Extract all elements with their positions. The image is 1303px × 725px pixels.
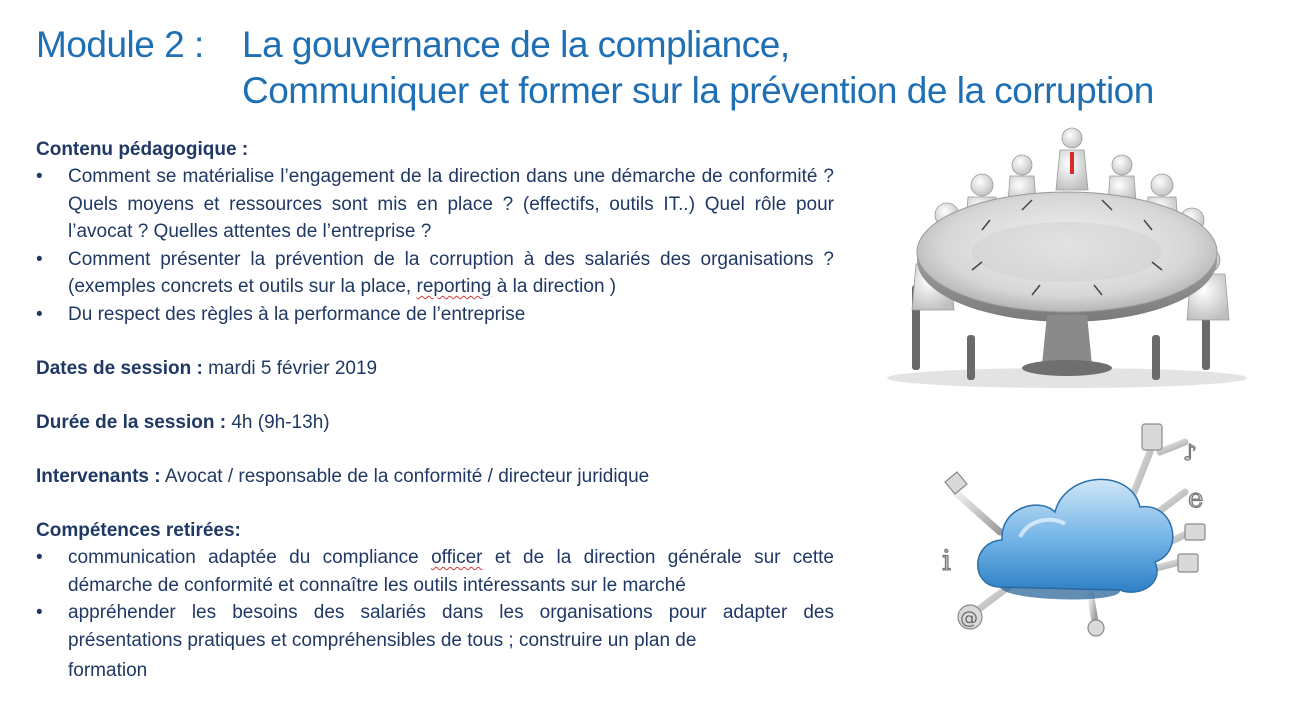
spellcheck-word: officer [431,547,483,568]
session-duration [36,409,834,436]
slide-body [36,136,834,688]
meeting-table-illustration [872,120,1262,390]
title-line-2: Communiquer et former sur la prévention de la corruption [242,70,1154,111]
svg-text:i: i [942,544,951,577]
dates-label: Dates de session : [36,358,203,379]
bullet-icon: • [36,547,43,568]
title-module-number: Module 2 : [36,24,204,65]
list-item: • appréhender les besoins des salariés dans les organisations pour adapter des présentations pratiques et compréhensibles de tous ; construire un plan de formation [36,599,834,688]
list-item: • Comment présenter la prévention de la corruption à des salariés des organisations ? (exemples concrets et outils sur la place, reporting à la direction ) [36,246,834,301]
bullet-icon: • [36,303,43,325]
slide-title [36,22,1154,114]
list-item: • communication adaptée du compliance officer et de la direction générale sur cette démarche de conformité et connaître les outils intéressants sur le marché [36,544,834,599]
svg-text:@: @ [960,608,978,629]
session-speakers [36,463,834,490]
bullet-icon: • [36,248,43,270]
cloud-apps-illustration [930,412,1220,642]
bullet-icon: • [36,166,43,187]
title-line-1: La gouvernance de la compliance, [242,24,790,65]
list-item: • Du respect des règles à la performance de l’entreprise [36,301,834,329]
svg-text:♪: ♪ [1183,441,1198,466]
bullet-icon: • [36,602,43,623]
svg-text:e: e [1188,484,1204,514]
competences-list [36,544,834,688]
speakers-value: Avocat / responsable de la conformité / directeur juridique [160,466,650,487]
list-item: • Comment se matérialise l’engagement de la direction dans une démarche de conformité ? Quels moyens et ressources sont mis en place ? (effectifs, outils IT..) Quel rôle pour l’avocat ? Quelles attentes de l’entreprise ? [36,163,834,246]
contenu-list [36,163,834,328]
duration-value: 4h (9h-13h) [226,412,330,433]
spellcheck-word: reporting [416,276,492,297]
speakers-label: Intervenants : [36,466,161,487]
dates-value: mardi 5 février 2019 [202,358,378,379]
contenu-heading: Contenu pédagogique : [36,139,249,160]
duration-label: Durée de la session : [36,412,227,433]
competences-heading: Compétences retirées: [36,520,241,541]
session-dates [36,355,834,382]
